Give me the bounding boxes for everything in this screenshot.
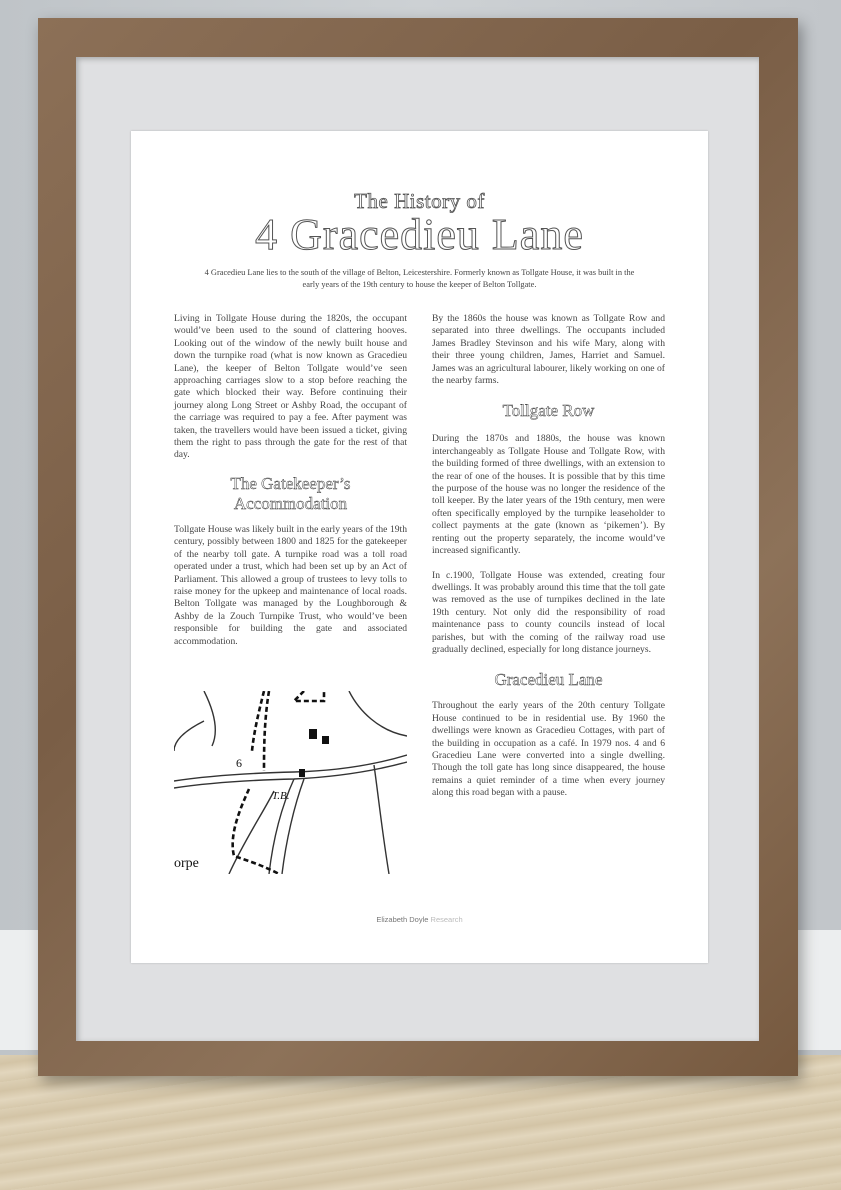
map-boundary-west <box>252 691 264 751</box>
map-building-1 <box>309 729 317 739</box>
left-column <box>174 313 407 648</box>
intro-text: 4 Gracedieu Lane lies to the south of the village of Belton, Leicestershire. Formerly known as Tollgate House, it was built in the early years of the 19th century to house the keeper of Belton Tollgate. <box>204 268 635 289</box>
left-paragraph-2: Tollgate House was likely built in the early years of the 19th century, possibly between 1800 and 1825 for the gatekeeper of the nearby toll gate. A turnpike road was a toll road operated under a trust, which had been set up by an Act of Parliament. This allowed a group of trustees to levy tolls to raise money for the upkeep and maintenance of local roads. Belton Tollgate was managed by the Loughborough & Ashby de la Zouch Turnpike Trust, who would’ve been responsible for building the gate and associated accommodation. <box>174 523 407 647</box>
map-field-line-3 <box>349 691 407 736</box>
map-label-orpe: orpe <box>174 856 199 871</box>
heading-gracedieu-lane: Gracedieu Lane <box>494 670 603 690</box>
map-field-line <box>174 721 204 751</box>
historic-map <box>174 691 407 874</box>
map-label-6: 6 <box>236 756 242 770</box>
map-building-2 <box>322 736 329 744</box>
poster-print <box>131 131 708 963</box>
right-column <box>432 313 665 800</box>
heading-gatekeeper <box>174 474 407 514</box>
map-road-upper-edge <box>174 755 407 781</box>
right-paragraph-2: During the 1870s and 1880s, the house was known interchangeably as Tollgate House and Tollgate Row, with the building formed of three dwellings, with an extension to the rear of one of the houses. It is possible that by this time the purpose of the house was no longer the residence of the toll keeper. By the later years of the 19th century, men were often specifically employed by the turnpike leaseholder to collect payments at the gate (known as ‘pikemen’). By renting out the property separately, the income would’ve increased significantly. <box>432 433 665 557</box>
right-paragraph-1: By the 1860s the house was known as Tollgate Row and separated into three dwellings. The occupants included James Bradley Stevinson and his wife Mary, along with their three young children, James, Harriet and Samuel. James was an agricultural labourer, likely working on one of the nearby farms. <box>432 313 665 387</box>
map-field-line-2 <box>204 691 215 746</box>
left-paragraph-1: Living in Tollgate House during the 1820s, the occupant would’ve been used to the sound of clattering hooves. Looking out of the window of the newly built house and down the turnpike road (what is now known as Gracedieu Lane), the keeper of Belton Tollgate would’ve seen approaching carriages slow to a stop before reaching the gate which blocked their way. Before continuing their journey along Long Street or Ashby Road, the occupant of the carriage was required to pay a fee. After payment was taken, the travellers would have been issued a ticket, giving them the right to pass through the gate for the rest of that day. <box>174 313 407 461</box>
footer-name: Elizabeth Doyle <box>376 915 429 924</box>
map-building-tollhouse <box>299 769 305 777</box>
right-paragraph-3: In c.1900, Tollgate House was extended, creating four dwellings. It was probably around this time that the toll gate was removed as the use of turnpikes declined in the late 19th century. Not only did the responsibility of road maintenance pass to county councils instead of local parishes, but with the coming of the railway road use gradually declined, especially for long distance journeys. <box>432 569 665 655</box>
map-lane-east <box>374 765 389 874</box>
heading-tollgate-row: Tollgate Row <box>502 401 595 421</box>
footer-credit <box>131 915 708 924</box>
map-label-tb: T.B. <box>272 790 290 802</box>
map-building-outline <box>294 691 324 701</box>
right-paragraph-4: Throughout the early years of the 20th century Tollgate House continued to be in residential use. By 1960 the dwellings were known as Gracedieu Cottages, with part of the building in occupation as a café. In 1979 nos. 4 and 6 Gracedieu Lane were converted into a single dwelling. Though the toll gate has long since disappeared, the house remains a quiet reminder of a time when every journey along this road began with a pause. <box>432 700 665 799</box>
map-boundary-north <box>264 691 269 771</box>
title-line-1: The History of <box>354 189 485 213</box>
heading-gatekeeper-line-2: Accommodation <box>233 493 348 513</box>
title-line-2: 4 Gracedieu Lane <box>255 210 584 259</box>
map-drawing <box>174 691 407 874</box>
heading-gatekeeper-line-1: The Gatekeeper’s <box>230 473 351 493</box>
footer-suffix: Research <box>430 915 463 924</box>
map-road-lower-edge <box>174 762 407 788</box>
